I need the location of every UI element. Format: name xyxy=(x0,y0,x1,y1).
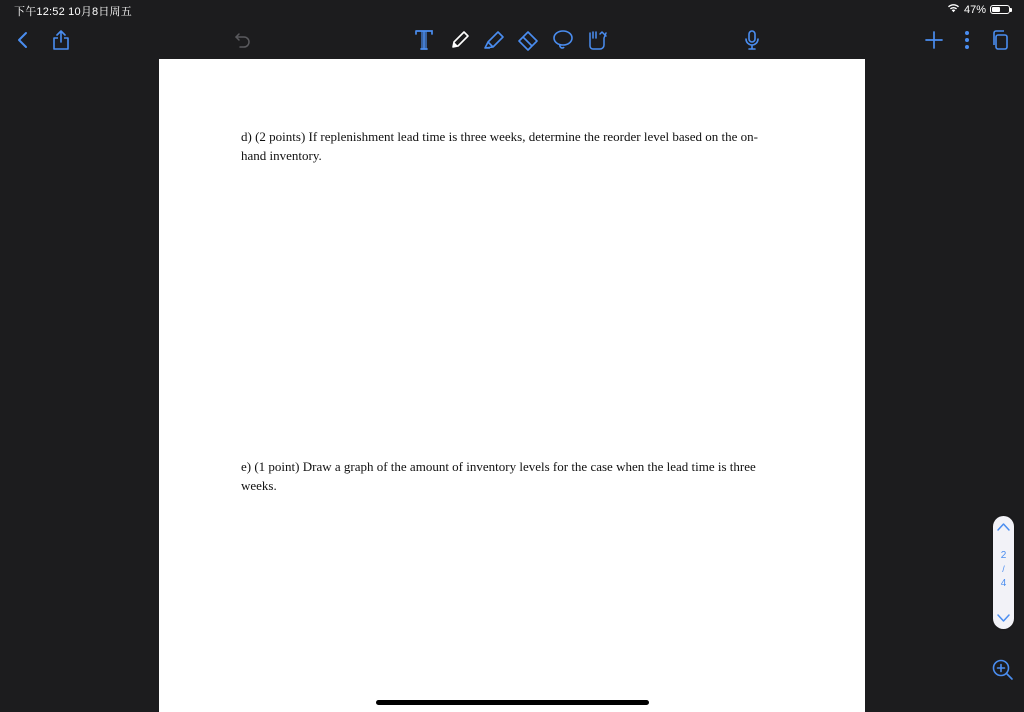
battery-percent: 47% xyxy=(963,3,986,16)
battery-fill xyxy=(992,7,1000,12)
status-time: 下午12:52 10月8日周五 xyxy=(14,6,132,18)
more-icon[interactable] xyxy=(953,26,981,54)
question-e: e) (1 point) Draw a graph of the amount of inventory levels for the case when the lead time is three weeks. xyxy=(241,459,756,493)
pages-icon[interactable] xyxy=(986,26,1014,54)
status-bar xyxy=(0,0,1024,20)
current-page-number: 2 xyxy=(1000,550,1007,561)
wifi-icon xyxy=(947,3,960,16)
status-indicators xyxy=(947,3,1010,16)
back-chevron-icon[interactable] xyxy=(9,26,37,54)
text-tool-icon[interactable] xyxy=(410,26,438,54)
document-page[interactable] xyxy=(159,59,865,712)
eraser-icon[interactable] xyxy=(514,26,542,54)
zoom-in-icon[interactable] xyxy=(990,657,1016,683)
page-navigator xyxy=(993,516,1014,629)
previous-page-button[interactable] xyxy=(996,520,1011,534)
next-page-button[interactable] xyxy=(996,611,1011,625)
pen-icon[interactable] xyxy=(446,26,474,54)
page-separator: / xyxy=(1002,564,1005,574)
toolbar xyxy=(0,22,1024,58)
add-icon[interactable] xyxy=(920,26,948,54)
battery-nub xyxy=(1010,8,1012,12)
total-pages: 4 xyxy=(1000,578,1007,589)
share-icon[interactable] xyxy=(47,26,75,54)
microphone-icon[interactable] xyxy=(738,26,766,54)
undo-icon[interactable] xyxy=(228,26,256,54)
battery-icon xyxy=(990,5,1010,14)
hand-draw-icon[interactable] xyxy=(583,26,611,54)
highlighter-icon[interactable] xyxy=(480,26,508,54)
home-indicator xyxy=(376,700,649,705)
lasso-icon[interactable] xyxy=(549,26,577,54)
question-d: d) (2 points) If replenishment lead time is three weeks, determine the reorder level based on the on-hand inventory. xyxy=(241,129,758,163)
